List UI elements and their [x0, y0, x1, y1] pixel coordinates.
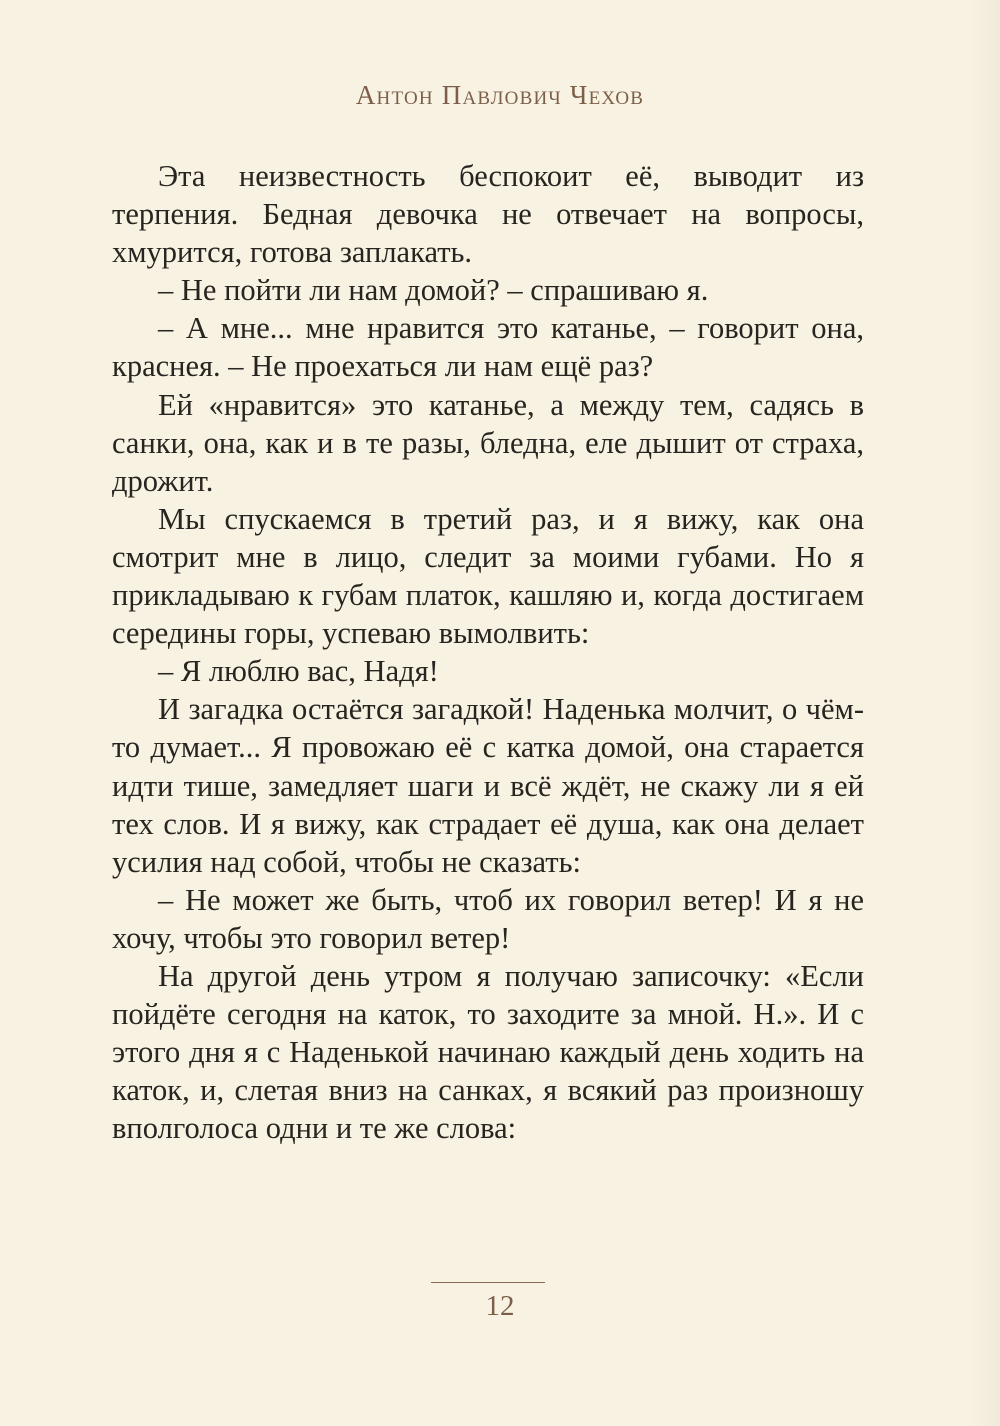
paragraph-5: Мы спускаемся в третий раз, и я вижу, как она смотрит мне в лицо, следит за моими губами. Но я прикладываю к губам платок, кашляю и, когда достигаем середины горы, успеваю вымолвить:	[112, 501, 864, 651]
paragraph-8: – Не может же быть, чтоб их говорил ветер! И я не хочу, чтобы это говорил ветер!	[112, 882, 864, 955]
paragraph-2: – Не пойти ли нам домой? – спрашиваю я.	[158, 273, 709, 308]
paragraph-4: Ей «нравится» это катанье, а между тем, садясь в санки, она, как и в те разы, бледна, еле дышит от страха, дрожит.	[112, 387, 864, 498]
running-head-author: Антон Павлович Чехов	[355, 80, 645, 110]
page-number: 12	[485, 1290, 515, 1322]
page-edge-shade	[970, 0, 1000, 1426]
page-number-rule	[431, 1282, 545, 1283]
paragraph-7: И загадка остаётся загадкой! Наденька молчит, о чём-то думает... Я провожаю её с катка домой, она старается идти тише, замедляет шаги и всё ждёт, не скажу ли я ей тех слов. И я вижу, как страдает её душа, как она делает усилия над собой, чтобы не сказать:	[112, 692, 864, 879]
page-body-text	[112, 157, 864, 1147]
paragraph-6: – Я люблю вас, Надя!	[158, 654, 439, 689]
paragraph-9: На другой день утром я получаю записочку: «Если пойдёте сегодня на каток, то заходите за мной. Н.». И с этого дня я с Наденькой начинаю каждый день ходить на каток, и, слетая вниз на санках, я всякий раз произношу вполголоса одни и те же слова:	[112, 958, 864, 1146]
paragraph-3: – А мне... мне нравится это катанье, – говорит она, краснея. – Не проехаться ли нам ещё раз?	[112, 311, 864, 384]
paragraph-1: Эта неизвестность беспокоит её, выводит из терпения. Бедная девочка не отвечает на вопросы, хмурится, готова заплакать.	[112, 159, 864, 270]
